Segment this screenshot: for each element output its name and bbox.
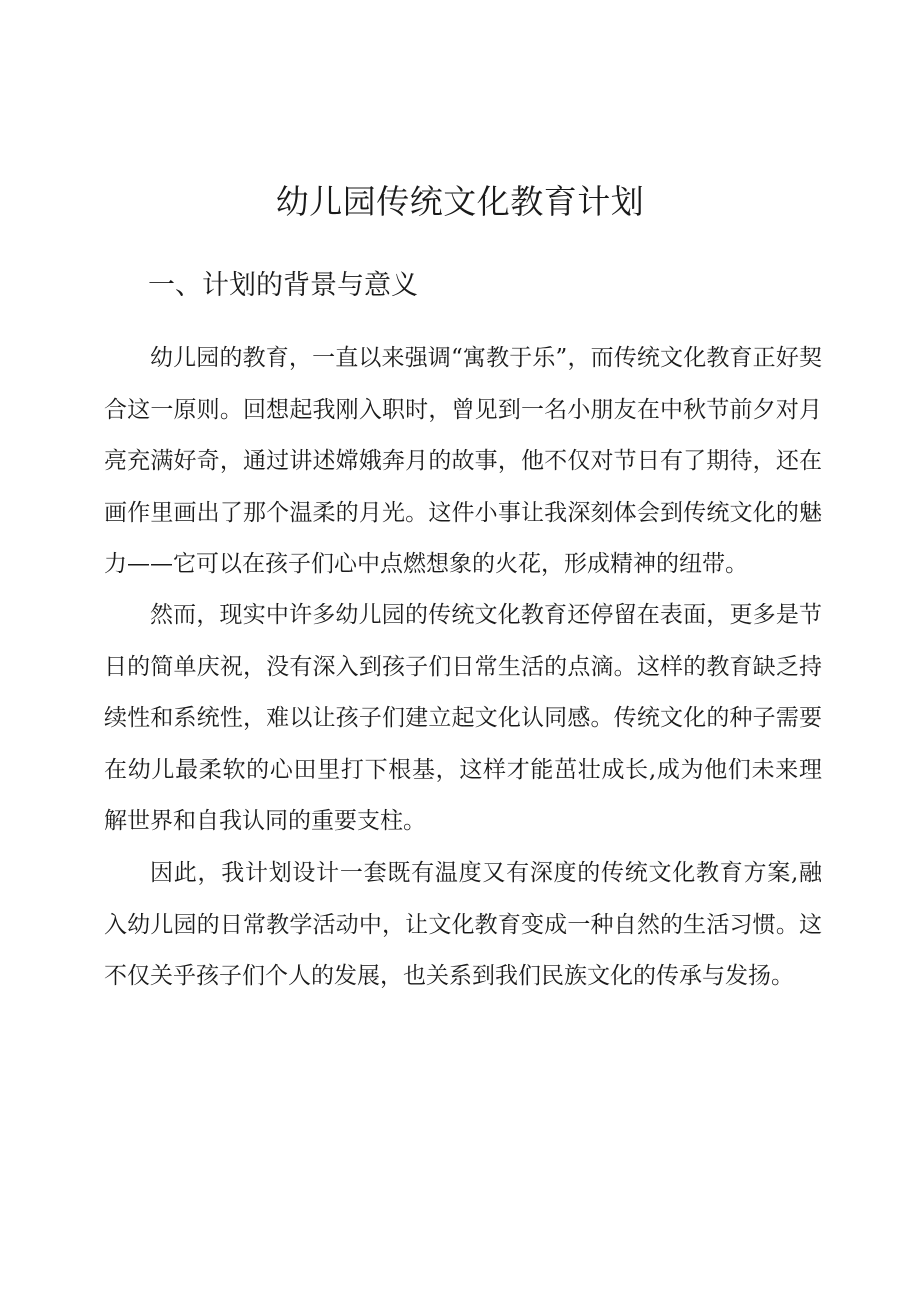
paragraph-3: 因此，我计划设计一套既有温度又有深度的传统文化教育方案,融入幼儿园的日常教学活动中，让文化教育变成一种自然的生活习惯。这不仅关乎孩子们个人的发展，也关系到我们民族文化的传承与发扬。	[104, 860, 822, 990]
document-title: 幼儿园传统文化教育计划	[275, 182, 645, 221]
paragraph-1: 幼儿园的教育，一直以来强调“寓教于乐”，而传统文化教育正好契合这一原则。回想起我刚入职时，曾见到一名小朋友在中秋节前夕对月亮充满好奇，通过讲述嫦娥奔月的故事，他不仅对节日有了期待，还在画作里画出了那个温柔的月光。这件小事让我深刻体会到传统文化的魅力——它可以在孩子们心中点燃想象的火花，形成精神的纽带。	[104, 345, 822, 578]
section-heading: 一、计划的背景与意义	[148, 270, 418, 301]
paragraph-2: 然而，现实中许多幼儿园的传统文化教育还停留在表面，更多是节日的简单庆祝，没有深入到孩子们日常生活的点滴。这样的教育缺乏持续性和系统性，难以让孩子们建立起文化认同感。传统文化的种子需要在幼儿最柔软的心田里打下根基，这样才能茁壮成长,成为他们未来理解世界和自我认同的重要支柱。	[104, 602, 822, 835]
